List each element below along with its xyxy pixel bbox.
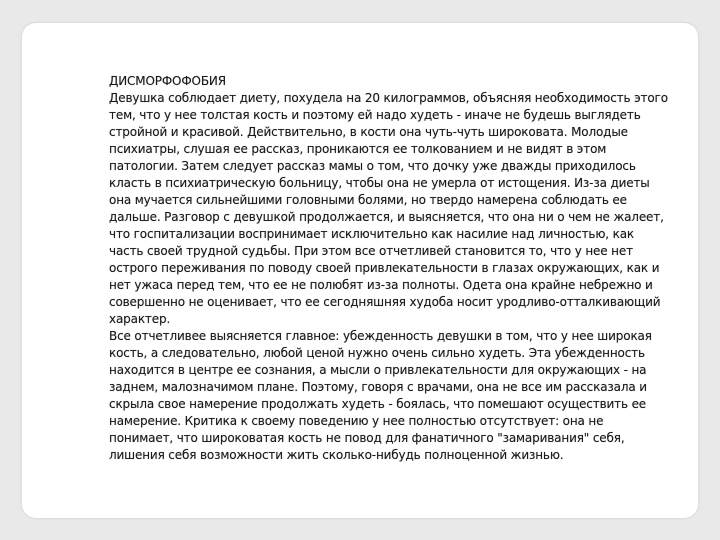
paragraph-2: Все отчетливее выясняется главное: убежденность девушки в том, что у нее широкая кость, а следовательно, любой ценой нужно очень сильно худеть. Эта убежденность находится в центре ее сознания, а мысли о привлекательности для окружающих - на заднем, малозначимом плане. Поэтому, говоря с врачами, она не все им рассказала и скрыла свое намерение продолжать худеть - боялась, что помешают осуществить ее намерение. Критика к своему поведению у нее полностью отсутствует: она не понимает, что широковатая кость не повод для фанатичного "замаривания" себя, лишения себя возможности жить сколько-нибудь полноценной жизнью. — [109, 329, 652, 462]
slide-page — [22, 23, 698, 518]
text-block — [109, 73, 669, 464]
page-title: ДИСМОРФОФОБИЯ — [109, 74, 226, 88]
paragraph-1: Девушка соблюдает диету, похудела на 20 килограммов, объясняя необходимость этого тем, что у нее толстая кость и поэтому ей надо худеть - иначе не будешь выглядеть стройной и красивой. Действительно, в кости она чуть-чуть широковата. Молодые психиатры, слушая ее рассказ, проникаются ее толкованием и не видят в этом патологии. Затем следует рассказ мамы о том, что дочку уже дважды приходилось класть в психиатрическую больницу, чтобы она не умерла от истощения. Из-за диеты она мучается сильнейшими головными болями, но твердо намерена соблюдать ее дальше. Разговор с девушкой продолжается, и выясняется, что она ни о чем не жалеет, что госпитализации воспринимает исключительно как насилие над личностью, как часть своей трудной судьбы. При этом все отчетливей становится то, что у нее нет острого переживания по поводу своей привлекательности в глазах окружающих, как и нет ужаса перед тем, что ее не полюбят из-за полноты. Одета она крайне небрежно и совершенно не оценивает, что ее сегодняшняя худоба носит уродливо-отталкивающий характер. — [109, 91, 668, 326]
